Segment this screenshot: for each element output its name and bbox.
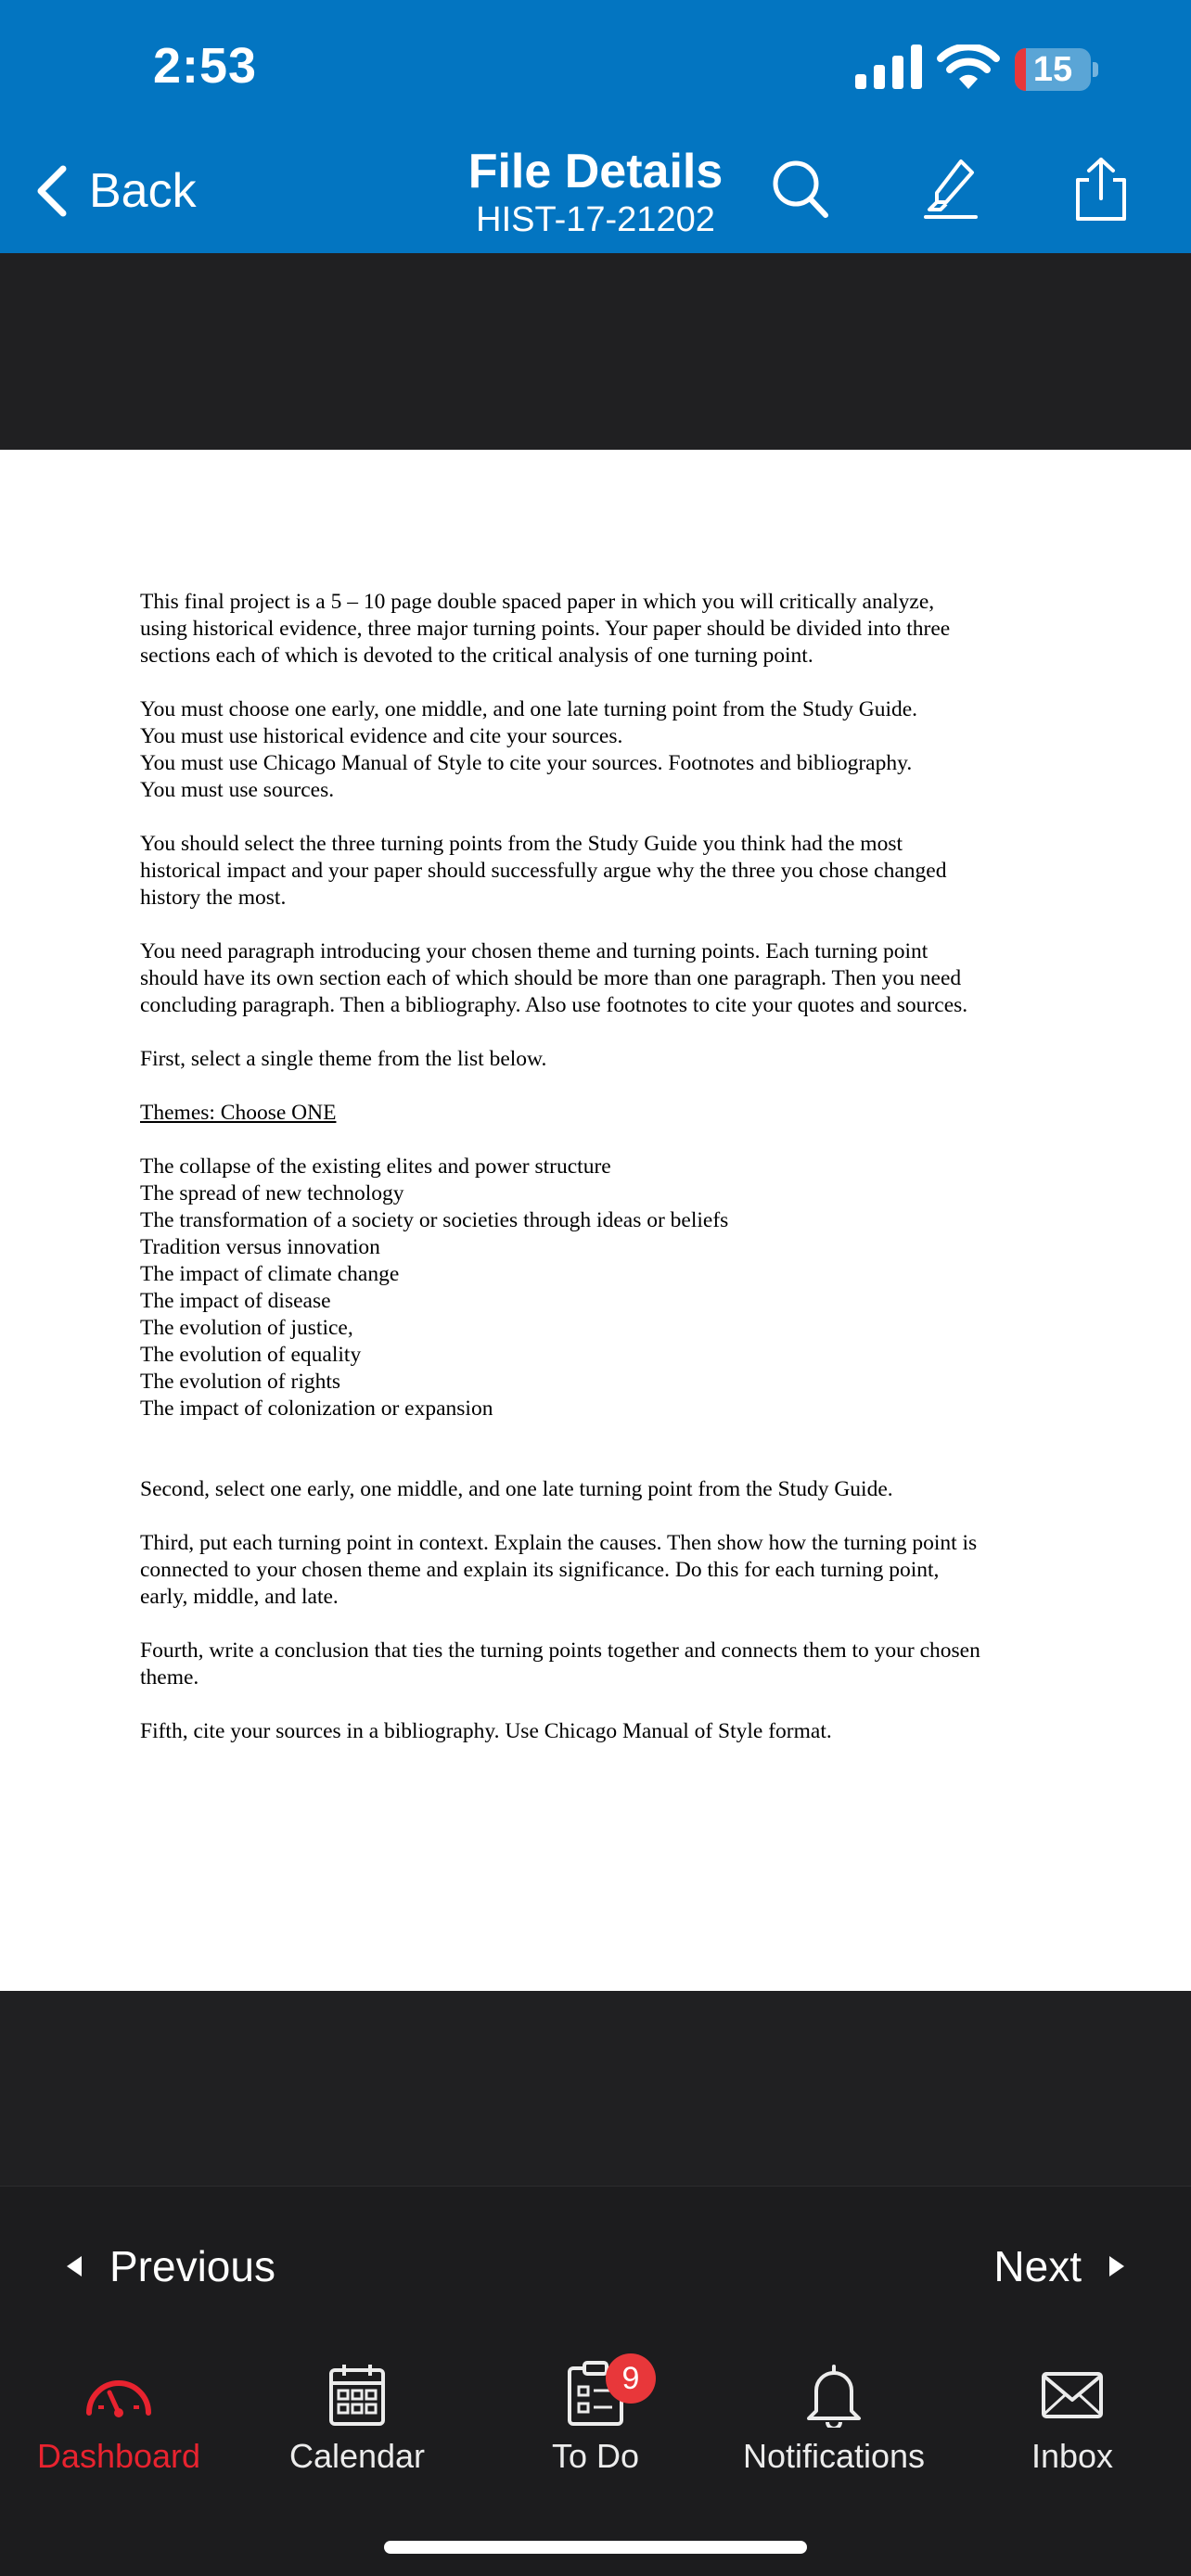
doc-line: sections each of which is devoted to the critical analysis of one turning point. — [140, 644, 813, 668]
doc-line: First, select a single theme from the list below. — [140, 1047, 547, 1071]
doc-line: early, middle, and late. — [140, 1585, 339, 1609]
tab-label: Notifications — [742, 2437, 926, 2475]
theme-item: Tradition versus innovation — [140, 1235, 380, 1259]
pager-bar — [0, 2186, 1191, 2345]
document-page[interactable] — [0, 450, 1191, 1991]
search-icon[interactable] — [768, 156, 833, 223]
doc-line: should have its own section each of which should be more than one paragraph. Then you need — [140, 966, 962, 990]
next-button[interactable] — [993, 2237, 1126, 2296]
highlighter-icon[interactable] — [918, 156, 983, 223]
wifi-icon — [937, 45, 1000, 91]
tab-notifications[interactable] — [715, 2344, 953, 2493]
back-label: Back — [89, 164, 197, 218]
calendar-icon — [327, 2361, 387, 2428]
page-title: File Details — [467, 145, 724, 198]
home-indicator — [384, 2541, 807, 2554]
doc-line: You must use historical evidence and cite your sources. — [140, 724, 623, 748]
viewer-margin-bottom — [0, 1991, 1191, 2186]
doc-line: You should select the three turning points from the Study Guide you think had the most — [140, 832, 903, 856]
next-label: Next — [993, 2242, 1082, 2290]
theme-item: The impact of climate change — [140, 1262, 400, 1286]
tab-inbox[interactable] — [954, 2344, 1191, 2493]
theme-item: The evolution of equality — [140, 1343, 362, 1367]
share-icon[interactable] — [1069, 156, 1133, 223]
viewer-margin-top — [0, 253, 1191, 450]
previous-button[interactable] — [65, 2237, 275, 2296]
doc-line: history the most. — [140, 886, 287, 910]
doc-line: theme. — [140, 1665, 199, 1690]
doc-line: Third, put each turning point in context. Explain the causes. Then show how the turning point is — [140, 1531, 978, 1555]
tab-dashboard[interactable] — [0, 2344, 237, 2493]
theme-item: The evolution of justice, — [140, 1316, 353, 1340]
themes-heading: Themes: Choose ONE — [140, 1101, 337, 1125]
previous-label: Previous — [109, 2242, 275, 2290]
tab-label: Inbox — [1031, 2437, 1114, 2475]
tab-label: Calendar — [288, 2437, 426, 2475]
todo-badge: 9 — [606, 2353, 656, 2404]
doc-line: using historical evidence, three major turning points. Your paper should be divided into three — [140, 617, 951, 641]
theme-item: The spread of new technology — [140, 1181, 404, 1205]
caret-left-icon — [65, 2254, 83, 2278]
inbox-icon — [1040, 2361, 1105, 2428]
theme-item: The evolution of rights — [140, 1370, 341, 1394]
doc-line: You need paragraph introducing your chosen theme and turning points. Each turning point — [140, 939, 928, 963]
caret-right-icon — [1108, 2254, 1126, 2278]
status-time: 2:53 — [153, 38, 258, 94]
theme-item: The impact of colonization or expansion — [140, 1396, 493, 1421]
doc-line: Second, select one early, one middle, and one late turning point from the Study Guide. — [140, 1477, 893, 1501]
doc-line: Fourth, write a conclusion that ties the turning points together and connects them to your chosen — [140, 1639, 980, 1663]
header — [0, 0, 1191, 253]
tab-label: To Do — [551, 2437, 640, 2475]
page-subtitle: HIST-17-21202 — [476, 200, 715, 239]
battery-indicator — [1015, 48, 1100, 91]
dashboard-icon — [82, 2361, 156, 2426]
battery-body — [1015, 48, 1091, 91]
doc-line: concluding paragraph. Then a bibliography. Also use footnotes to cite your quotes and sources. — [140, 993, 968, 1017]
doc-line: You must use Chicago Manual of Style to cite your sources. Footnotes and bibliography. — [140, 751, 913, 775]
battery-tip — [1093, 62, 1098, 77]
back-button[interactable] — [33, 159, 197, 223]
document-text — [140, 589, 1058, 1745]
theme-item: The impact of disease — [140, 1289, 331, 1313]
doc-line: connected to your chosen theme and explain its significance. Do this for each turning point, — [140, 1558, 940, 1582]
title-block — [410, 144, 781, 240]
doc-line: You must choose one early, one middle, and one late turning point from the Study Guide. — [140, 697, 918, 721]
tab-todo[interactable] — [477, 2344, 714, 2493]
chevron-left-icon — [33, 163, 70, 219]
tab-calendar[interactable] — [238, 2344, 476, 2493]
battery-level: 15 — [1032, 50, 1073, 89]
bell-icon — [803, 2361, 864, 2428]
doc-line: This final project is a 5 – 10 page double spaced paper in which you will critically analyze, — [140, 590, 935, 614]
doc-line: You must use sources. — [140, 778, 335, 802]
theme-item: The transformation of a society or societies through ideas or beliefs — [140, 1208, 729, 1232]
doc-line: Fifth, cite your sources in a bibliography. Use Chicago Manual of Style format. — [140, 1719, 832, 1743]
doc-line: historical impact and your paper should successfully argue why the three you chose changed — [140, 859, 947, 883]
theme-item: The collapse of the existing elites and power structure — [140, 1154, 611, 1179]
cellular-signal-icon — [855, 45, 922, 89]
tab-label: Dashboard — [36, 2437, 201, 2475]
